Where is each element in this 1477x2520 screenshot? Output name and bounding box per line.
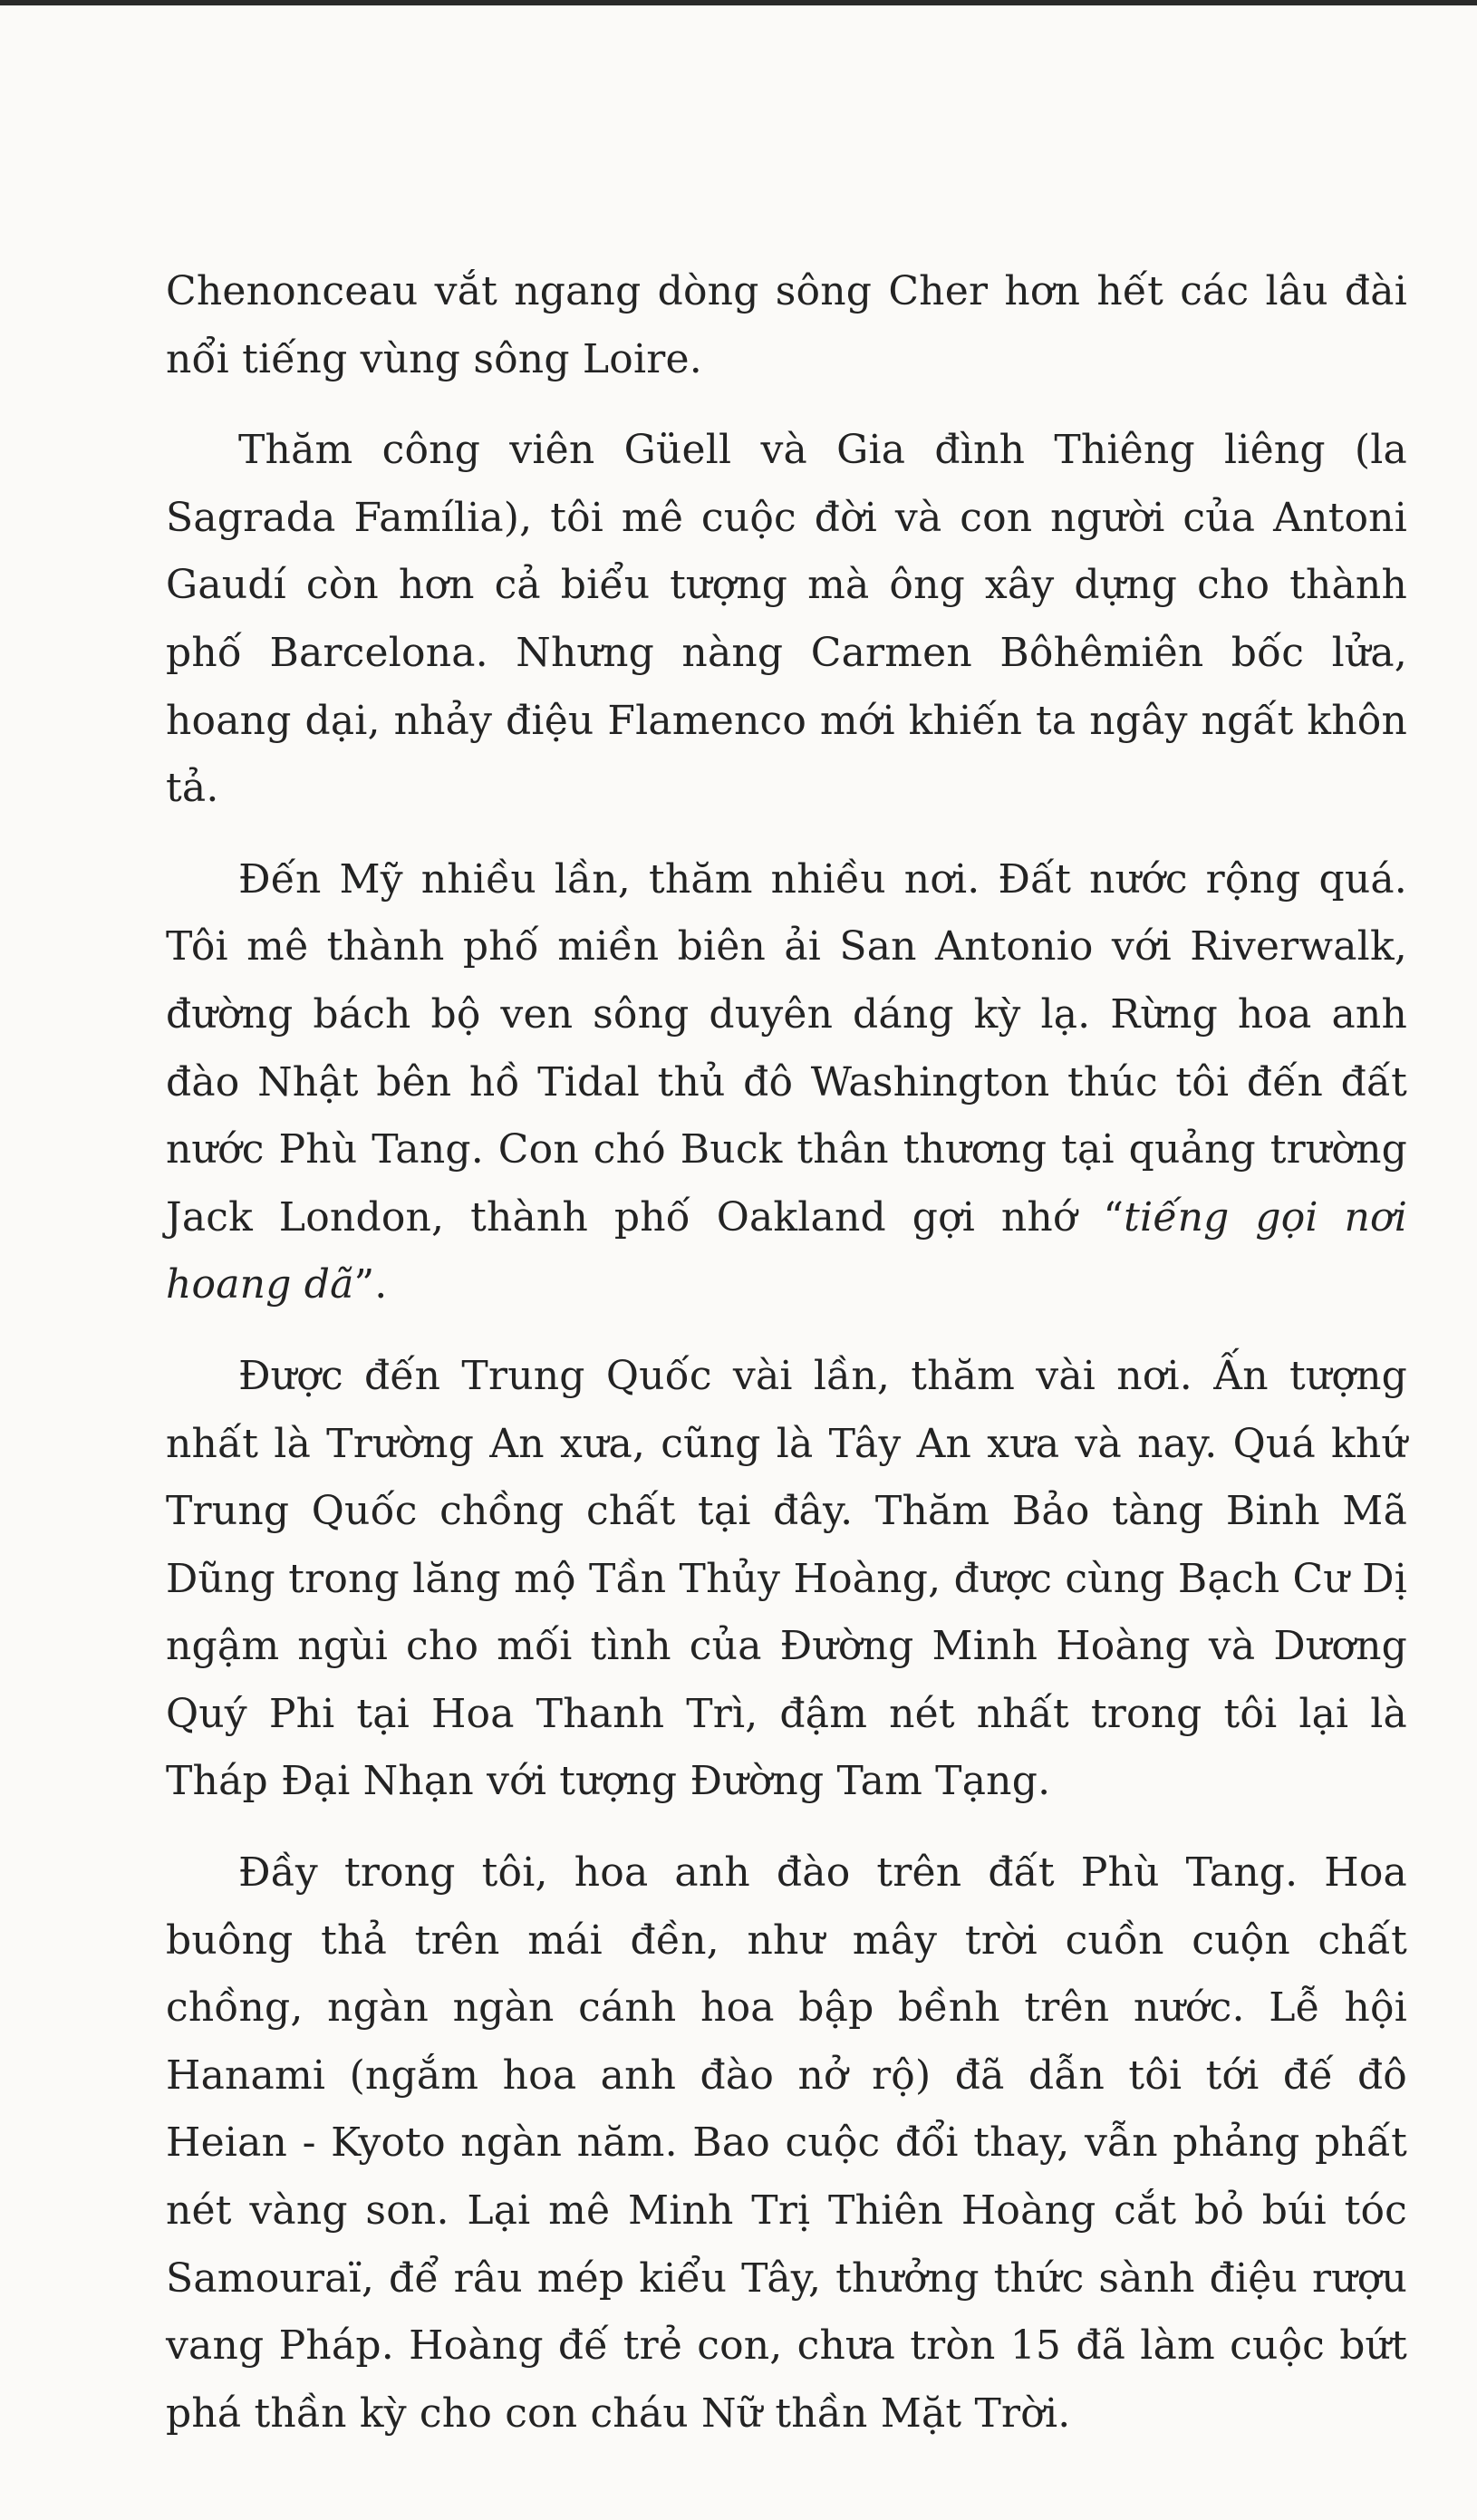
paragraph-text: ”. xyxy=(353,1261,388,1308)
paragraph xyxy=(166,1343,1407,1816)
italic-text: tiếng gọi nơi hoang dã xyxy=(166,1193,1408,1308)
paragraph xyxy=(166,417,1407,823)
paragraph xyxy=(166,846,1407,1319)
paragraph-text: Được đến Trung Quốc vài lần, thăm vài nơi. Ấn tượng nhất là Trường An xưa, cũng là Tây An xưa và nay. Quá khứ Trung Quốc chồng chất tại đây. Thăm Bảo tàng Binh Mã Dũng trong lăng mộ Tần Thủy Hoàng, được cùng Bạch Cư Dị ngậm ngùi cho mối tình của Đường Minh Hoàng và Dương Quý Phi tại Hoa Thanh Trì, đậm nét nhất trong tôi lại là Tháp Đại Nhạn với tượng Đường Tam Tạng. xyxy=(166,1352,1407,1805)
paragraph xyxy=(166,1839,1407,2448)
paragraph-text: Chenonceau vắt ngang dòng sông Cher hơn hết các lâu đài nổi tiếng vùng sông Loire. xyxy=(166,268,1407,382)
top-edge-border xyxy=(0,0,1477,5)
paragraph-text: Thăm công viên Güell và Gia đình Thiêng liêng (la Sagrada Família), tôi mê cuộc đời và con người của Antoni Gaudí còn hơn cả biểu tượng mà ông xây dựng cho thành phố Barcelona. Nhưng nàng Carmen Bôhêmiên bốc lửa, hoang dại, nhảy điệu Flamenco mới khiến ta ngây ngất khôn tả. xyxy=(166,427,1407,812)
paragraph-text: Đầy trong tôi, hoa anh đào trên đất Phù Tang. Hoa buông thả trên mái đền, như mây trời cuồn cuộn chất chồng, ngàn ngàn cánh hoa bập bềnh trên nước. Lễ hội Hanami (ngắm hoa anh đào nở rộ) đã dẫn tôi tới đế đô Heian - Kyoto ngàn năm. Bao cuộc đổi thay, vẫn phảng phất nét vàng son. Lại mê Minh Trị Thiên Hoàng cắt bỏ búi tóc Samouraï, để râu mép kiểu Tây, thưởng thức sành điệu rượu vang Pháp. Hoàng đế trẻ con, chưa tròn 15 đã làm cuộc bứt phá thần kỳ cho con cháu Nữ thần Mặt Trời. xyxy=(166,1849,1407,2437)
paragraph-text: Đến Mỹ nhiều lần, thăm nhiều nơi. Đất nước rộng quá. Tôi mê thành phố miền biên ải San Antonio với Riverwalk, đường bách bộ ven sông duyên dáng kỳ lạ. Rừng hoa anh đào Nhật bên hồ Tidal thủ đô Washington thúc tôi đến đất nước Phù Tang. Con chó Buck thân thương tại quảng trường Jack London, thành phố Oakland gợi nhớ “ xyxy=(166,855,1407,1241)
paragraph xyxy=(166,258,1407,393)
body-text xyxy=(166,258,1407,2448)
